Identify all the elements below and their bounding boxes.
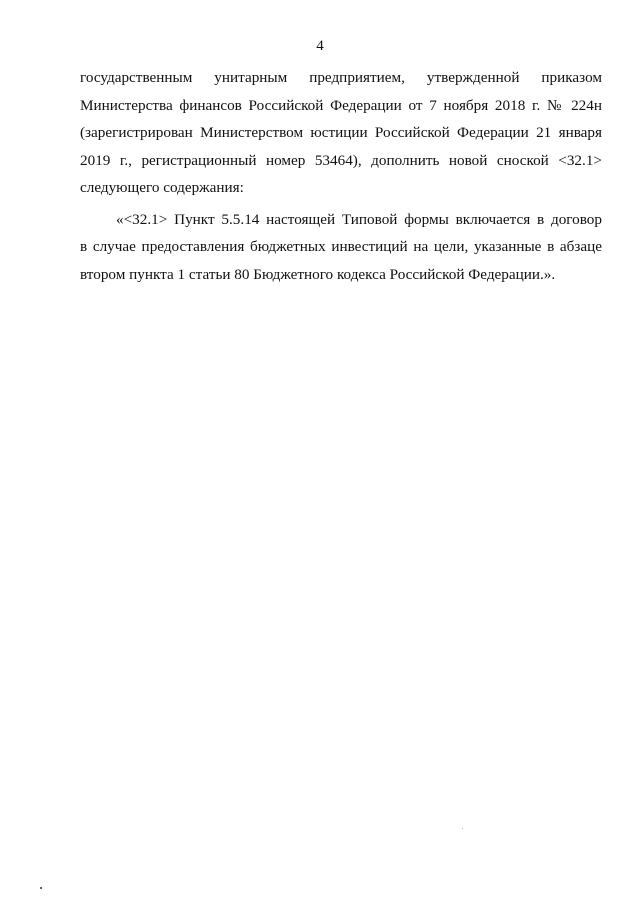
text-line: Министерства финансов Российской Федерации от 7 ноября 2018 г. № 224н bbox=[80, 96, 602, 114]
scan-speck bbox=[40, 887, 42, 889]
page-number: 4 bbox=[316, 38, 324, 54]
text-line: «<32.1> Пункт 5.5.14 настоящей Типовой формы включается в договор bbox=[116, 210, 602, 228]
text-line: 2019 г., регистрационный номер 53464), дополнить новой сноской <32.1> bbox=[80, 151, 602, 169]
text-line: (зарегистрирован Министерством юстиции Российской Федерации 21 января bbox=[80, 124, 602, 141]
text-line: следующего содержания: bbox=[80, 179, 244, 196]
paragraph-footnote-text bbox=[80, 206, 602, 289]
text-line: втором пункта 1 статьи 80 Бюджетного кодекса Российской Федерации.». bbox=[80, 265, 556, 283]
paragraph-amendment bbox=[80, 64, 602, 202]
document-body bbox=[80, 64, 602, 288]
text-line: в случае предоставления бюджетных инвестиций на цели, указанные в абзаце bbox=[80, 238, 602, 255]
text-line: государственным унитарным предприятием, утвержденной приказом bbox=[80, 69, 602, 86]
scan-speck bbox=[462, 828, 463, 829]
